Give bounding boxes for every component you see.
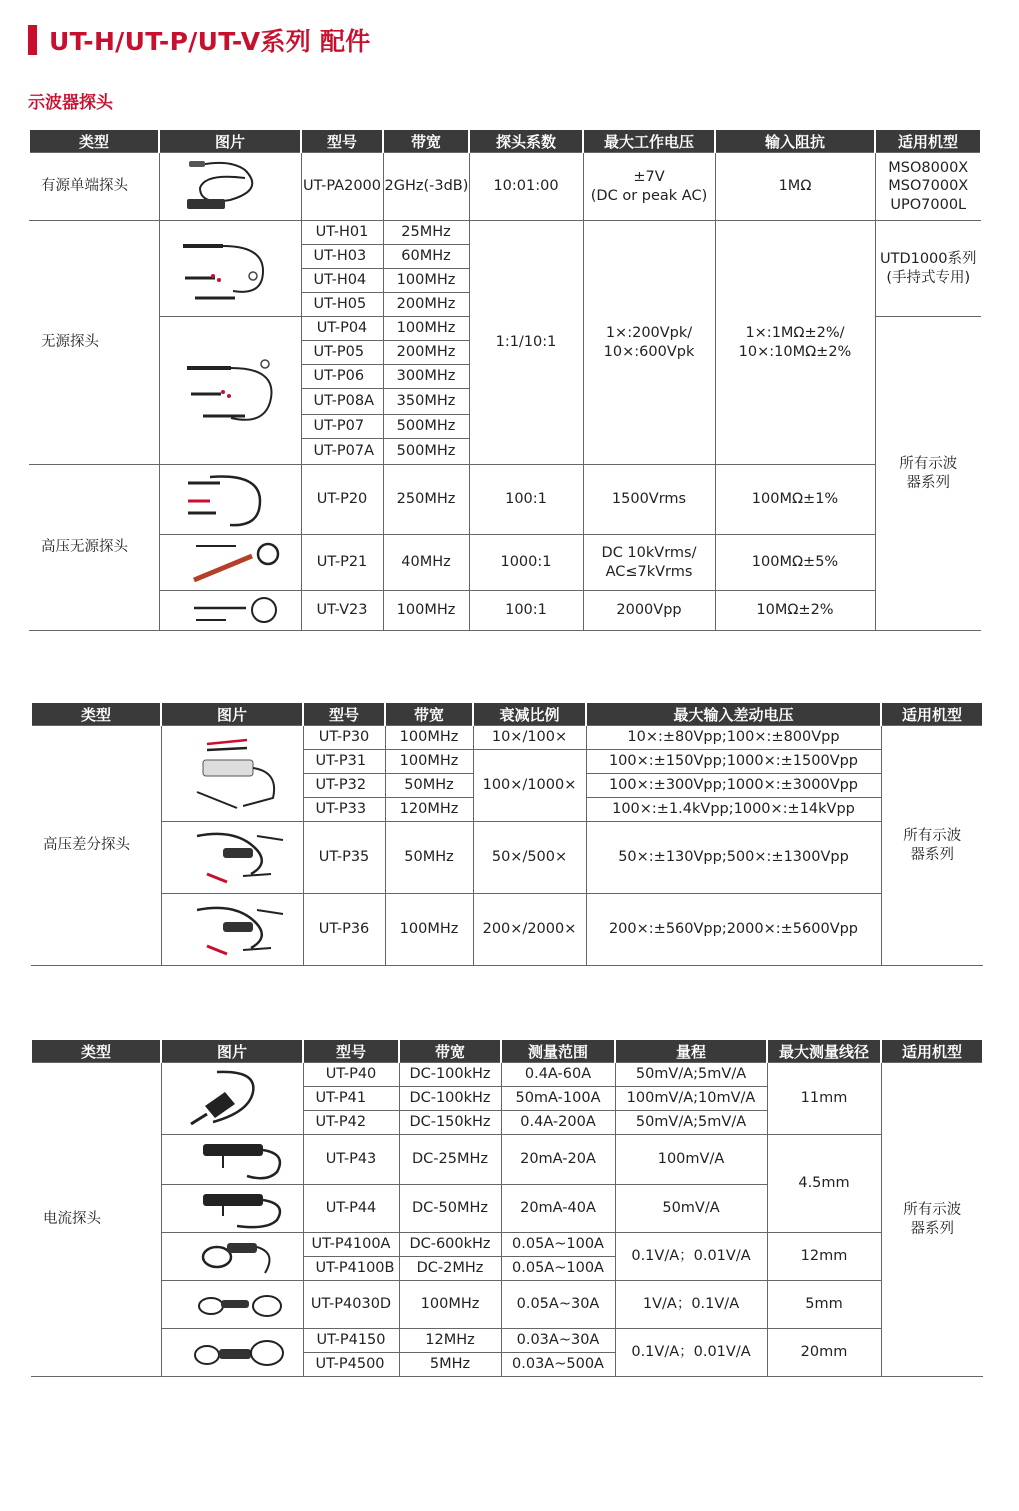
diff-probe-p36-image: [161, 894, 303, 966]
model-cell: UT-P21: [301, 535, 383, 591]
model-cell: UT-P43: [303, 1135, 399, 1185]
voltage-cell: 200×:±560Vpp;2000×:±5600Vpp: [586, 894, 881, 966]
bandwidth-cell: 100MHz: [383, 591, 469, 631]
bandwidth-cell: 200MHz: [383, 293, 469, 317]
model-cell: UT-P07: [301, 415, 383, 439]
col-header: 类型: [29, 130, 159, 153]
model-cell: UT-P40: [303, 1063, 399, 1087]
impedance-cell: 1MΩ: [715, 153, 875, 221]
type-cell: 有源单端探头: [29, 153, 159, 221]
hv-probe-v23-image: [159, 591, 301, 631]
diff-probe-p30-image: [161, 726, 303, 822]
bandwidth-cell: 50MHz: [385, 822, 473, 894]
col-header: 适用机型: [875, 130, 981, 153]
col-header: 图片: [161, 1040, 303, 1063]
col-header: 最大工作电压: [583, 130, 715, 153]
fit-cell: UTD1000系列 (手持式专用): [875, 221, 981, 317]
fit-cell: 所有示波 器系列: [875, 317, 981, 631]
model-cell: UT-H05: [301, 293, 383, 317]
range-cell: 0.4A-60A: [501, 1063, 615, 1087]
fit-cell: MSO8000X MSO7000X UPO7000L: [875, 153, 981, 221]
model-cell: UT-P4030D: [303, 1281, 399, 1329]
table-header-row: [31, 703, 983, 726]
fit-cell: 所有示波 器系列: [881, 1063, 983, 1377]
model-cell: UT-H04: [301, 269, 383, 293]
diameter-cell: 4.5mm: [767, 1135, 881, 1233]
col-header: 适用机型: [881, 1040, 983, 1063]
model-cell: UT-P4100B: [303, 1257, 399, 1281]
model-cell: UT-P4500: [303, 1353, 399, 1377]
diameter-cell: 11mm: [767, 1063, 881, 1135]
col-header: 最大输入差动电压: [586, 703, 881, 726]
voltage-cell: 1500Vrms: [583, 465, 715, 535]
current-probe-p43-image: [161, 1135, 303, 1185]
fit-cell: 所有示波 器系列: [881, 726, 983, 966]
table-row: [29, 535, 981, 591]
col-header: 带宽: [399, 1040, 501, 1063]
current-probe-p4150-image: [161, 1329, 303, 1377]
differential-probe-table: [30, 703, 984, 966]
model-cell: UT-H01: [301, 221, 383, 245]
factor-cell: 1000:1: [469, 535, 583, 591]
oscilloscope-probe-table: [28, 130, 982, 631]
diameter-cell: 12mm: [767, 1233, 881, 1281]
model-cell: UT-P4150: [303, 1329, 399, 1353]
scale-cell: 100mV/A: [615, 1135, 767, 1185]
range-cell: 0.03A~500A: [501, 1353, 615, 1377]
bandwidth-cell: 50MHz: [385, 774, 473, 798]
voltage-cell: DC 10kVrms/ AC≤7kVrms: [583, 535, 715, 591]
current-probe-p44-image: [161, 1185, 303, 1233]
table-row: [29, 221, 981, 245]
col-header: 探头系数: [469, 130, 583, 153]
bandwidth-cell: 100MHz: [385, 726, 473, 750]
ratio-cell: 50×/500×: [473, 822, 586, 894]
ratio-cell: 200×/2000×: [473, 894, 586, 966]
diameter-cell: 5mm: [767, 1281, 881, 1329]
type-cell: 高压差分探头: [31, 726, 161, 966]
bandwidth-cell: 2GHz(-3dB): [383, 153, 469, 221]
current-probe-table: [30, 1040, 984, 1377]
model-cell: UT-P08A: [301, 389, 383, 415]
bandwidth-cell: 25MHz: [383, 221, 469, 245]
model-cell: UT-P44: [303, 1185, 399, 1233]
table-row: [29, 465, 981, 535]
scale-cell: 50mV/A;5mV/A: [615, 1111, 767, 1135]
bandwidth-cell: 350MHz: [383, 389, 469, 415]
col-header: 带宽: [383, 130, 469, 153]
voltage-cell: 100×:±150Vpp;1000×:±1500Vpp: [586, 750, 881, 774]
table-row: [31, 1233, 983, 1257]
bandwidth-cell: 100MHz: [399, 1281, 501, 1329]
type-cell: 电流探头: [31, 1063, 161, 1377]
factor-cell: 100:1: [469, 591, 583, 631]
ratio-cell: 100×/1000×: [473, 750, 586, 822]
model-cell: UT-P04: [301, 317, 383, 341]
model-cell: UT-P41: [303, 1087, 399, 1111]
col-header: 型号: [303, 1040, 399, 1063]
bandwidth-cell: 120MHz: [385, 798, 473, 822]
model-cell: UT-P31: [303, 750, 385, 774]
current-probe-p40-image: [161, 1063, 303, 1135]
bandwidth-cell: 40MHz: [383, 535, 469, 591]
table-row: [31, 1135, 983, 1185]
bandwidth-cell: 300MHz: [383, 365, 469, 389]
model-cell: UT-P33: [303, 798, 385, 822]
title-accent-bar: [28, 25, 37, 55]
col-header: 类型: [31, 703, 161, 726]
table-row: [31, 822, 983, 894]
table-row: [31, 1281, 983, 1329]
col-header: 最大测量线径: [767, 1040, 881, 1063]
scale-cell: 50mV/A: [615, 1185, 767, 1233]
bandwidth-cell: 500MHz: [383, 415, 469, 439]
active-probe-image: [159, 153, 301, 221]
bandwidth-cell: 100MHz: [385, 750, 473, 774]
factor-cell: 100:1: [469, 465, 583, 535]
model-cell: UT-H03: [301, 245, 383, 269]
page-title-text: UT-H/UT-P/UT-V系列 配件: [49, 27, 371, 56]
bandwidth-cell: 60MHz: [383, 245, 469, 269]
col-header: 型号: [301, 130, 383, 153]
impedance-cell: 100MΩ±1%: [715, 465, 875, 535]
current-probe-p4030d-image: [161, 1281, 303, 1329]
bandwidth-cell: 200MHz: [383, 341, 469, 365]
bandwidth-cell: 12MHz: [399, 1329, 501, 1353]
table-row: [31, 1063, 983, 1087]
model-cell: UT-V23: [301, 591, 383, 631]
table-header-row: [31, 1040, 983, 1063]
impedance-cell: 10MΩ±2%: [715, 591, 875, 631]
bandwidth-cell: 100MHz: [385, 894, 473, 966]
table-row: [31, 894, 983, 966]
bandwidth-cell: DC-600kHz: [399, 1233, 501, 1257]
current-probe-p4100-image: [161, 1233, 303, 1281]
range-cell: 0.4A-200A: [501, 1111, 615, 1135]
col-header: 图片: [161, 703, 303, 726]
col-header: 图片: [159, 130, 301, 153]
voltage-cell: 10×:±80Vpp;100×:±800Vpp: [586, 726, 881, 750]
scale-cell: 50mV/A;5mV/A: [615, 1063, 767, 1087]
col-header: 型号: [303, 703, 385, 726]
diameter-cell: 20mm: [767, 1329, 881, 1377]
type-cell: 高压无源探头: [29, 465, 159, 631]
col-header: 输入阻抗: [715, 130, 875, 153]
voltage-cell: 2000Vpp: [583, 591, 715, 631]
range-cell: 0.03A~30A: [501, 1329, 615, 1353]
model-cell: UT-P36: [303, 894, 385, 966]
model-cell: UT-P35: [303, 822, 385, 894]
voltage-cell: 100×:±1.4kVpp;1000×:±14kVpp: [586, 798, 881, 822]
range-cell: 0.05A~30A: [501, 1281, 615, 1329]
impedance-cell: 100MΩ±5%: [715, 535, 875, 591]
bandwidth-cell: DC-150kHz: [399, 1111, 501, 1135]
passive-probe-p-image: [159, 317, 301, 465]
col-header: 量程: [615, 1040, 767, 1063]
col-header: 类型: [31, 1040, 161, 1063]
col-header: 适用机型: [881, 703, 983, 726]
bandwidth-cell: 500MHz: [383, 439, 469, 465]
bandwidth-cell: DC-2MHz: [399, 1257, 501, 1281]
range-cell: 0.05A~100A: [501, 1257, 615, 1281]
model-cell: UT-PA2000: [301, 153, 383, 221]
model-cell: UT-P05: [301, 341, 383, 365]
section-title-oscilloscope-probes: 示波器探头: [28, 93, 113, 113]
hv-probe-p20-image: [159, 465, 301, 535]
range-cell: 0.05A~100A: [501, 1233, 615, 1257]
factor-cell: 10:01:00: [469, 153, 583, 221]
model-cell: UT-P30: [303, 726, 385, 750]
model-cell: UT-P4100A: [303, 1233, 399, 1257]
bandwidth-cell: DC-25MHz: [399, 1135, 501, 1185]
diff-probe-p35-image: [161, 822, 303, 894]
model-cell: UT-P06: [301, 365, 383, 389]
bandwidth-cell: DC-100kHz: [399, 1063, 501, 1087]
factor-cell: 1:1/10:1: [469, 221, 583, 465]
table-row: [29, 591, 981, 631]
range-cell: 20mA-40A: [501, 1185, 615, 1233]
col-header: 衰减比例: [473, 703, 586, 726]
bandwidth-cell: 100MHz: [383, 269, 469, 293]
page-title: [28, 22, 371, 58]
hv-probe-p21-image: [159, 535, 301, 591]
model-cell: UT-P20: [301, 465, 383, 535]
range-cell: 20mA-20A: [501, 1135, 615, 1185]
table-row: [29, 153, 981, 221]
ratio-cell: 10×/100×: [473, 726, 586, 750]
bandwidth-cell: 250MHz: [383, 465, 469, 535]
bandwidth-cell: 5MHz: [399, 1353, 501, 1377]
range-cell: 50mA-100A: [501, 1087, 615, 1111]
scale-cell: 100mV/A;10mV/A: [615, 1087, 767, 1111]
col-header: 带宽: [385, 703, 473, 726]
type-cell: 无源探头: [29, 221, 159, 465]
impedance-cell: 1×:1MΩ±2%/ 10×:10MΩ±2%: [715, 221, 875, 465]
bandwidth-cell: DC-100kHz: [399, 1087, 501, 1111]
voltage-cell: 50×:±130Vpp;500×:±1300Vpp: [586, 822, 881, 894]
table-row: [31, 1329, 983, 1353]
voltage-cell: 100×:±300Vpp;1000×:±3000Vpp: [586, 774, 881, 798]
model-cell: UT-P07A: [301, 439, 383, 465]
col-header: 测量范围: [501, 1040, 615, 1063]
table-row: [31, 726, 983, 750]
scale-cell: 0.1V/A；0.01V/A: [615, 1233, 767, 1281]
voltage-cell: 1×:200Vpk/ 10×:600Vpk: [583, 221, 715, 465]
voltage-cell: ±7V (DC or peak AC): [583, 153, 715, 221]
model-cell: UT-P32: [303, 774, 385, 798]
scale-cell: 1V/A；0.1V/A: [615, 1281, 767, 1329]
bandwidth-cell: 100MHz: [383, 317, 469, 341]
passive-probe-h-image: [159, 221, 301, 317]
scale-cell: 0.1V/A；0.01V/A: [615, 1329, 767, 1377]
model-cell: UT-P42: [303, 1111, 399, 1135]
table-header-row: [29, 130, 981, 153]
bandwidth-cell: DC-50MHz: [399, 1185, 501, 1233]
